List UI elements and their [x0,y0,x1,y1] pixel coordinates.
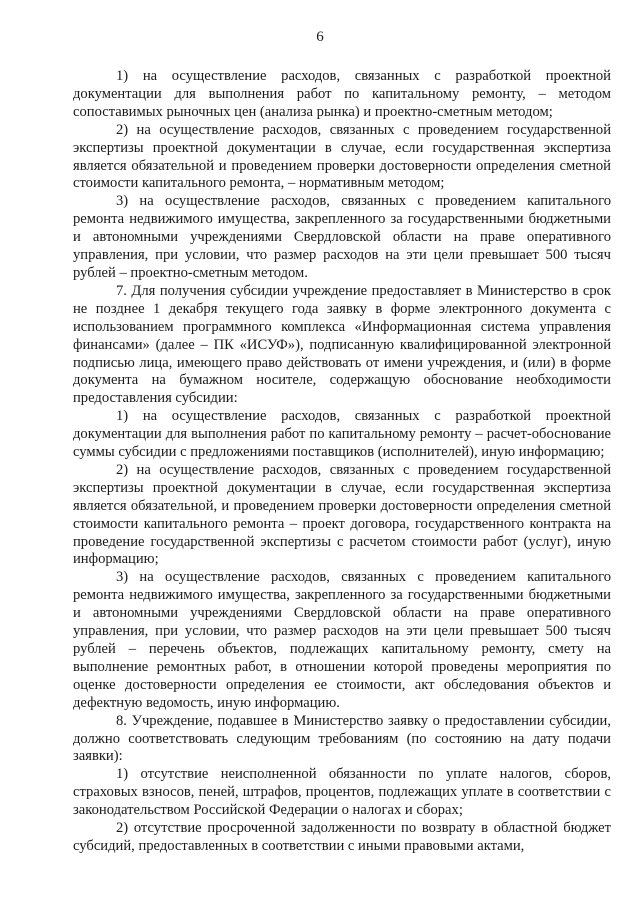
paragraph-7-3: 3) на осуществление расходов, связанных с проведением капитального ремонта недвижимого имущества, закрепленного за государственными бюджетными и автономными учреждениями Свердловской области на праве оперативного управления, при условии, что размер расходов на эти цели превышает 500 тысяч рублей – перечень объектов, подлежащих капитальному ремонту, смету на выполнение ремонтных работ, в отношении которой проведены мероприятия по оценке достоверности определения ее стоимости, акт обследования объектов и дефектную ведомость, иную информацию. [73,569,611,711]
paragraph-6-1: 1) на осуществление расходов, связанных с разработкой проектной документации для выполнения работ по капитальному ремонту, – методом сопоставимых рыночных цен (анализа рынка) и проектно-сметным методом; [73,68,611,120]
page-number: 6 [316,29,324,45]
paragraph-8-2: 2) отсутствие просроченной задолженности по возврату в областной бюджет субсидий, предоставленных в соответствии с иными правовыми актами, [73,820,611,854]
paragraph-8: 8. Учреждение, подавшее в Министерство заявку о предоставлении субсидии, должно соответствовать следующим требованиям (по состоянию на дату подачи заявки): [73,712,611,765]
paragraph-8-1: 1) отсутствие неисполненной обязанности по уплате налогов, сборов, страховых взносов, пеней, штрафов, процентов, подлежащих уплате в соответствии с законодательством Российской Федерации о налогах и сборах; [73,766,611,819]
paragraph-7-1: 1) на осуществление расходов, связанных с разработкой проектной документации для выполнения работ по капитальному ремонту – расчет-обоснование суммы субсидии с предложениями поставщиков (исполнителей), иную информацию; [73,408,611,461]
paragraph-7-2: 2) на осуществление расходов, связанных с проведением государственной экспертизы проектной документации в случае, если государственная экспертиза является обязательной, и проведением проверки достоверности определения сметной стоимости капитального ремонта – проект договора, государственного контракта на проведение государственной экспертизы с расчетом стоимости работ (услуг), иную информацию; [73,461,611,568]
paragraph-6-2: 2) на осуществление расходов, связанных с проведением государственной экспертизы проектной документации в случае, если государственная экспертиза является обязательной и проведением проверки достоверности определения сметной стоимости капитального ремонта, – нормативным методом; [73,121,611,192]
document-body [73,68,611,856]
paragraph-7: 7. Для получения субсидии учреждение предоставляет в Министерство в срок не позднее 1 декабря текущего года заявку в форме электронного документа с использованием программного комплекса «Информационная система управления финансами» (далее – ПК «ИСУФ»), подписанную квалифицированной электронной подписью лица, имеющего право действовать от имени учреждения, и (или) в форме документа на бумажном носителе, содержащую обоснование необходимости предоставления субсидии: [73,282,611,407]
paragraph-6-3: 3) на осуществление расходов, связанных с проведением капитального ремонта недвижимого имущества, закрепленного за государственными бюджетными и автономными учреждениями Свердловской области на праве оперативного управления, при условии, что размер расходов на эти цели превышает 500 тысяч рублей – проектно-сметным методом. [73,193,611,281]
